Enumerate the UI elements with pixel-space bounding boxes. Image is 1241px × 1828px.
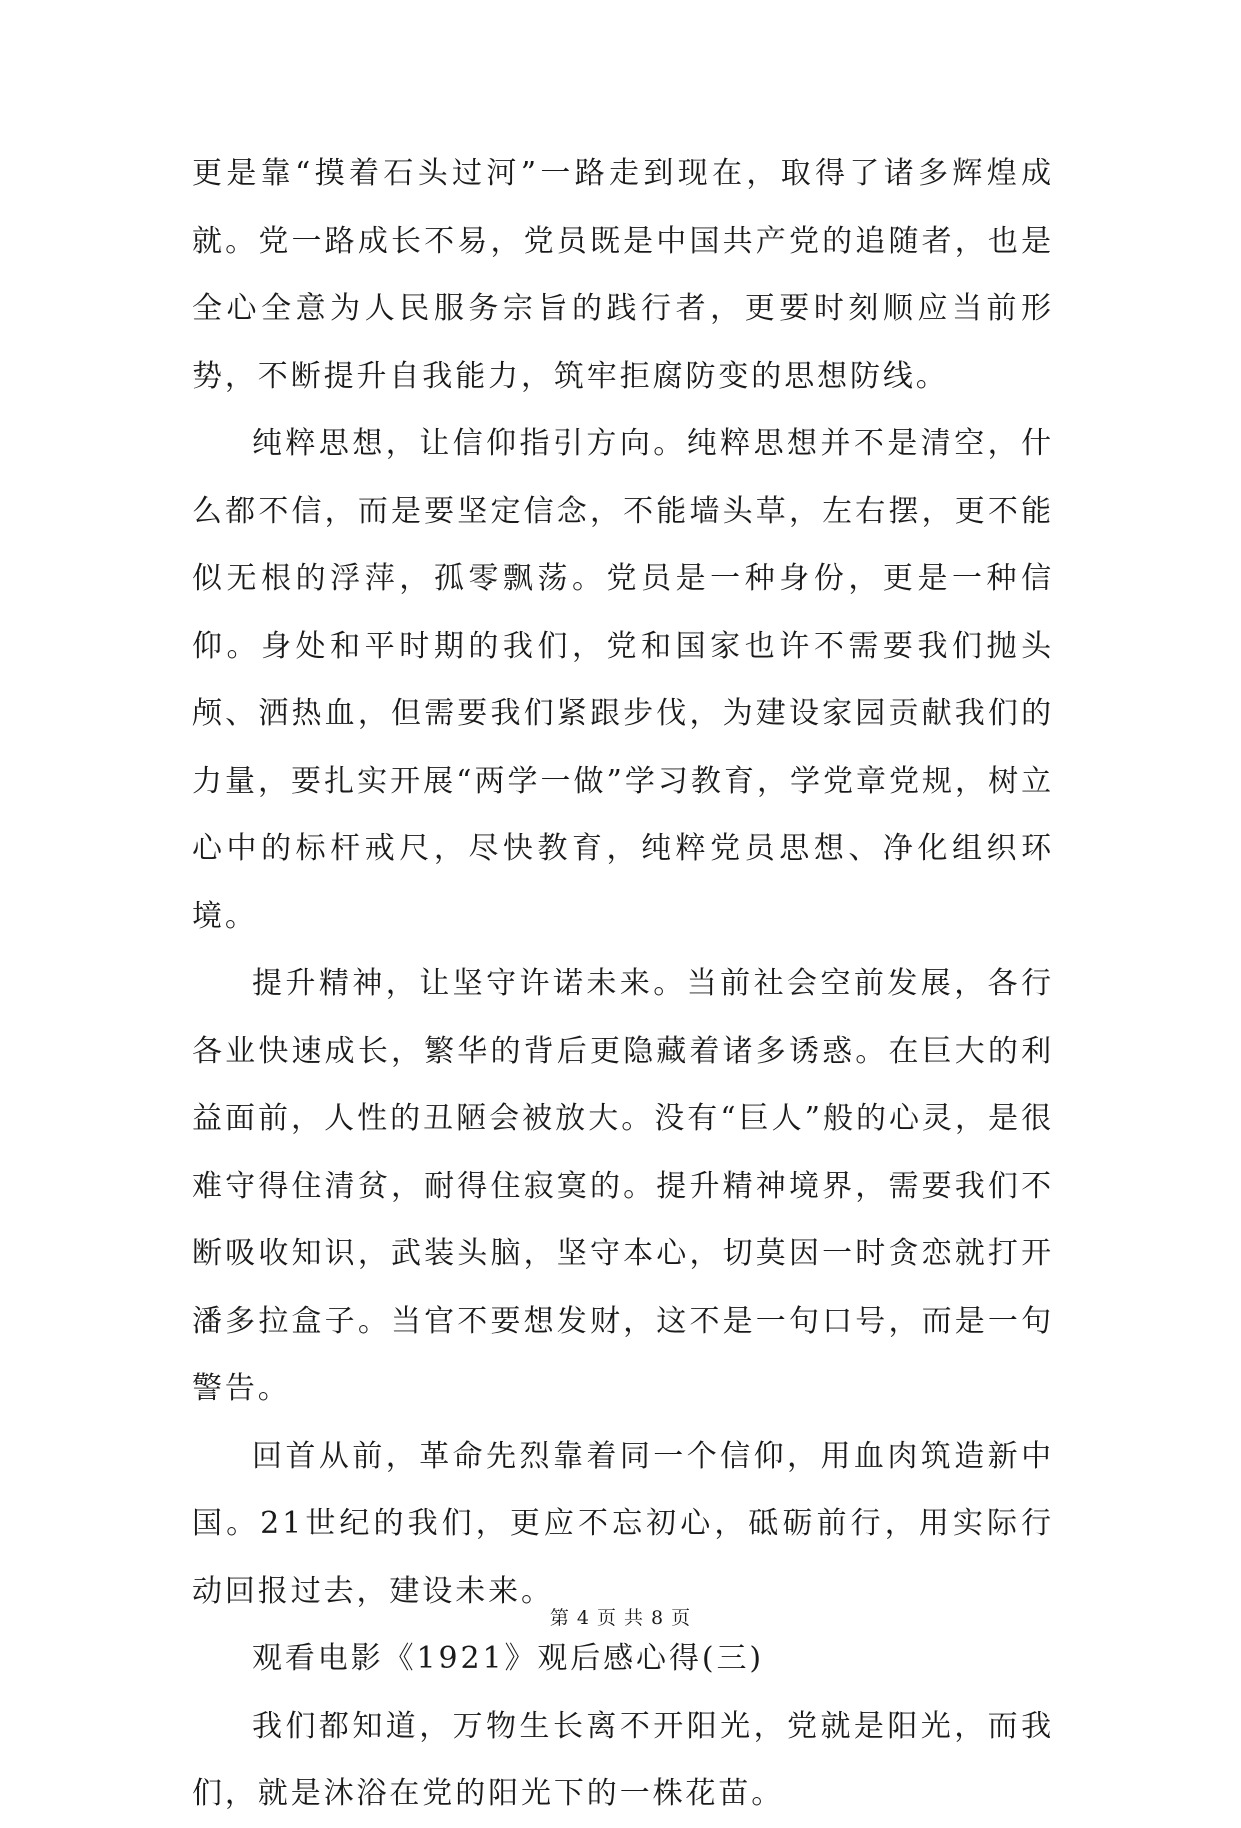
section-heading: 观看电影《1921》观后感心得(三) bbox=[252, 1641, 764, 1676]
paragraph-pure-thought: 纯粹思想，让信仰指引方向。纯粹思想并不是清空，什么都不信，而是要坚定信念，不能墙头草，左右摆，更不能似无根的浮萍，孤零飘荡。党员是一种身份，更是一种信仰。身处和平时期的我们，党和国家也许不需要我们抛头颅、洒热血，但需要我们紧跟步伐，为建设家园贡献我们的力量，要扎实开展“两学一做”学习教育，学党章党规，树立心中的标杆戒尺，尽快教育，纯粹党员思想、净化组织环境。 bbox=[192, 426, 1054, 934]
page-number-footer: 第 4 页 共 8 页 bbox=[549, 1607, 692, 1629]
paragraph-spirit: 提升精神，让坚守许诺未来。当前社会空前发展，各行各业快速成长，繁华的背后更隐藏着诸多诱惑。在巨大的利益面前，人性的丑陋会被放大。没有“巨人”般的心灵，是很难守得住清贫，耐得住寂寞的。提升精神境界，需要我们不断吸收知识，武装头脑，坚守本心，切莫因一时贪恋就打开潘多拉盒子。当官不要想发财，这不是一句口号，而是一句警告。 bbox=[192, 966, 1054, 1406]
paragraph-conclusion: 回首从前，革命先烈靠着同一个信仰，用血肉筑造新中国。21世纪的我们，更应不忘初心，砥砺前行，用实际行动回报过去，建设未来。 bbox=[192, 1438, 1054, 1609]
paragraph-continued: 更是靠“摸着石头过河”一路走到现在，取得了诸多辉煌成就。党一路成长不易，党员既是中国共产党的追随者，也是全心全意为人民服务宗旨的践行者，更要时刻顺应当前形势，不断提升自我能力，筑牢拒腐防变的思想防线。 bbox=[192, 156, 1054, 394]
paragraph-sunlight: 我们都知道，万物生长离不开阳光，党就是阳光，而我们，就是沐浴在党的阳光下的一株花苗。 bbox=[192, 1708, 1054, 1811]
body-text bbox=[192, 140, 1054, 1828]
